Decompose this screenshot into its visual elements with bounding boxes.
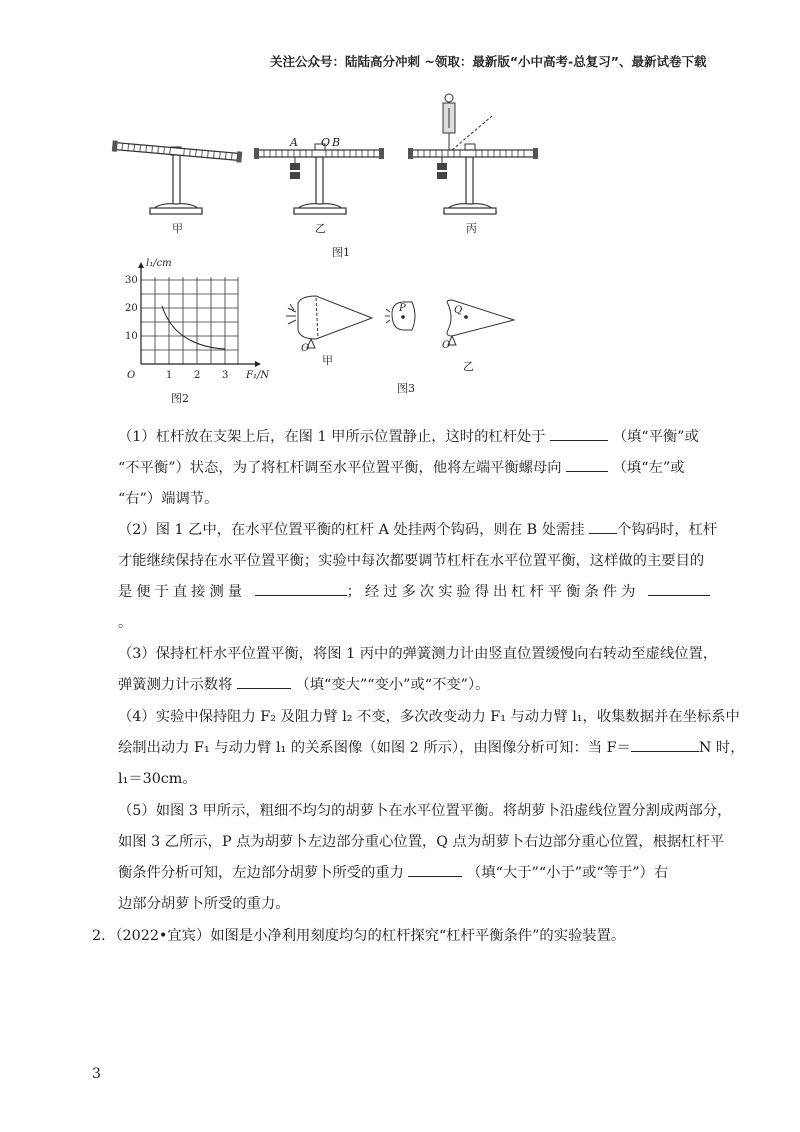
- fig1-title: 图1: [332, 246, 350, 259]
- fig2-xtick: 2: [194, 370, 201, 381]
- text: N 时，: [698, 740, 745, 756]
- fig2-xtick: 3: [222, 370, 229, 381]
- text: 如图 3 乙所示，P 点为胡萝卜左边部分重心位置，Q 点为胡萝卜右边部分重心位置，根据杠杆平: [118, 834, 725, 850]
- fig3-label-o: O: [301, 343, 310, 354]
- question-part-3: [118, 639, 718, 701]
- answer-blank: [237, 674, 291, 689]
- page-header: 关注公众号：陆陆高分冲刺 ~领取：最新版“小中高考-总复习”、最新试卷下载: [270, 54, 707, 69]
- text: ；经过多次实验得出杠杆平衡条件为: [346, 584, 640, 600]
- fig2-title: 图2: [171, 392, 189, 405]
- fig3-label-p: P: [399, 303, 406, 314]
- fig2-ytick: 20: [125, 303, 138, 314]
- fig3-title: 图3: [397, 382, 415, 395]
- fig3-label-o2: O: [442, 340, 451, 351]
- fig2-xlabel: F₁/N: [246, 370, 270, 381]
- question-part-5: [118, 796, 732, 920]
- text: （填“大于”“小于”或“等于”）右: [467, 865, 669, 881]
- label-a: A: [290, 136, 298, 149]
- text: （填“左”或: [612, 460, 685, 476]
- figures-area: [0, 0, 800, 420]
- text: 是便于直接测量: [118, 584, 247, 600]
- figure1-jia: [112, 140, 242, 214]
- question-part-1: [118, 422, 718, 515]
- answer-blank: [589, 519, 617, 534]
- text: （1）杠杆放在支架上后，在图 1 甲所示位置静止，这时的杠杆处于: [118, 429, 546, 445]
- fig1-caption-bing: 丙: [466, 222, 477, 235]
- answer-blank: [408, 862, 462, 877]
- fig3-label-q: Q: [454, 305, 463, 316]
- fig1-caption-yi: 乙: [315, 222, 326, 235]
- fig1-caption-jia: 甲: [172, 222, 183, 235]
- text: 边部分胡萝卜所受的重力。: [118, 896, 290, 912]
- label-b: B: [332, 136, 341, 149]
- text: （填“平衡”或: [612, 429, 699, 445]
- figure2-graph: [125, 258, 270, 405]
- fig2-origin: O: [127, 370, 136, 381]
- text: 衡条件分析可知，左边部分胡萝卜所受的重力: [118, 865, 404, 881]
- figure3-jia: [286, 296, 372, 367]
- text: l₁＝30cm。: [118, 771, 197, 787]
- text: （4）实验中保持阻力 F₂ 及阻力臂 l₂ 不变，多次改变动力 F₁ 与动力臂 l₁，收集数据并在坐标系中: [118, 709, 740, 725]
- answer-blank: [255, 581, 347, 596]
- question-part-4: [118, 702, 745, 795]
- text: 绘制出动力 F₁ 与动力臂 l₁ 的关系图像（如图 2 所示），由图像分析可知：当 F＝: [118, 740, 631, 756]
- figure3-yi: [385, 300, 514, 373]
- fig3-caption-yi: 乙: [463, 360, 474, 373]
- label-o: O: [321, 136, 331, 149]
- fig2-ylabel: l₁/cm: [146, 258, 172, 269]
- figure1-bing: [408, 94, 538, 214]
- text: （3）保持杠杆水平位置平衡，将图 1 丙中的弹簧测力计由竖直位置缓慢向右转动至虚线位置，: [118, 646, 718, 662]
- answer-blank: [566, 457, 608, 472]
- answer-blank: [648, 581, 710, 596]
- fig2-ytick: 10: [125, 331, 138, 342]
- page-number: 3: [92, 1066, 101, 1082]
- answer-blank: [550, 426, 608, 441]
- text: 弹簧测力计示数将: [118, 677, 233, 693]
- text: （2）图 1 乙中，在水平位置平衡的杠杆 A 处挂两个钩码，则在 B 处需挂: [118, 522, 585, 538]
- question-2: 2．（2022•宜宾）如图是小净利用刻度均匀的杠杆探究“杠杆平衡条件”的实验装置。: [92, 928, 626, 944]
- text: （5）如图 3 甲所示，粗细不均匀的胡萝卜在水平位置平衡。将胡萝卜沿虚线位置分割成两部分，: [118, 803, 732, 819]
- text: 。: [118, 615, 133, 631]
- text: 个钩码时，杠杆: [617, 522, 718, 538]
- text: “右”）端调节。: [118, 491, 219, 507]
- text: 才能继续保持在水平位置平衡；实验中每次都要调节杠杆在水平位置平衡，这样做的主要目的: [118, 553, 705, 569]
- fig3-caption-jia: 甲: [322, 354, 333, 367]
- text: “不平衡”）状态，为了将杠杆调至水平位置平衡，他将左端平衡螺母向: [118, 460, 562, 476]
- fig2-xtick: 1: [166, 370, 173, 381]
- figure1-yi: [254, 136, 384, 214]
- text: （填“变大”“变小”或“不变”）。: [295, 677, 490, 693]
- answer-blank: [631, 737, 699, 752]
- question-part-2: [118, 515, 718, 639]
- fig2-ytick: 30: [125, 275, 138, 286]
